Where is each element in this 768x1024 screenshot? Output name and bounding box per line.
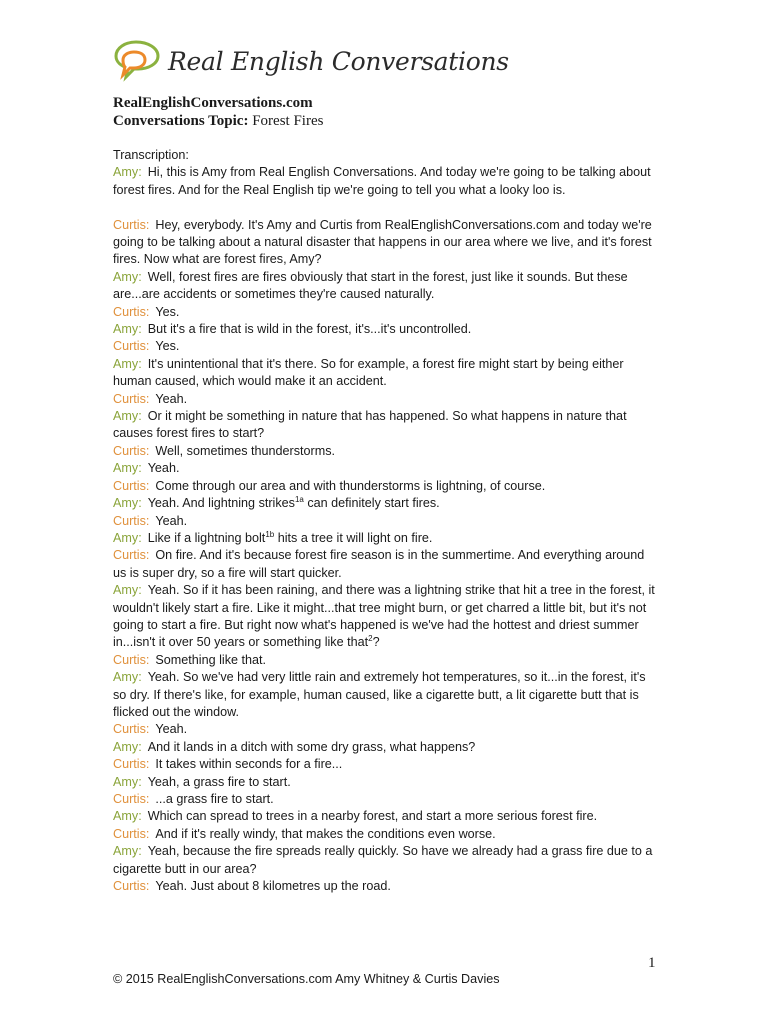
speaker-label: Amy: — [113, 356, 142, 371]
utterance-text: Yeah. — [155, 513, 188, 528]
utterance-text: Well, forest fires are fires obviously that start in the forest, just like it sounds. But these are...are accidents or sometimes they're caused naturally. — [113, 269, 628, 302]
transcript-line — [113, 721, 658, 738]
transcript-line — [113, 443, 658, 460]
speaker-label: Curtis: — [113, 339, 150, 354]
speaker-label: Amy: — [113, 496, 142, 511]
transcript-line — [113, 774, 658, 791]
transcript-line — [113, 495, 658, 512]
footnote-marker: 2 — [368, 634, 373, 644]
speaker-label: Amy: — [113, 774, 142, 789]
utterance-text: Yeah. And lightning strikes — [147, 496, 295, 511]
speaker-label: Curtis: — [113, 879, 150, 894]
transcript-line — [113, 304, 658, 321]
transcript-line — [113, 808, 658, 825]
speaker-label: Amy: — [113, 809, 142, 824]
topic-value: Forest Fires — [248, 113, 324, 129]
speaker-label: Amy: — [113, 322, 142, 337]
document-header — [113, 94, 673, 130]
transcript-line — [113, 739, 658, 756]
speaker-label: Amy: — [113, 461, 142, 476]
speaker-label: Curtis: — [113, 478, 150, 493]
transcript-line — [113, 756, 658, 773]
transcript-line — [113, 513, 658, 530]
transcript-line — [113, 408, 658, 443]
speaker-label: Amy: — [113, 583, 142, 598]
utterance-text: Something like that. — [155, 652, 266, 667]
speaker-label: Curtis: — [113, 757, 150, 772]
speaker-label: Curtis: — [113, 792, 150, 807]
transcript-line — [113, 356, 658, 391]
utterance-text-continued: hits a tree it will light on fire. — [274, 530, 433, 545]
utterance-text: On fire. And it's because forest fire season is in the summertime. And everything around us is super dry, so a fire will start quicker. — [113, 548, 645, 580]
transcript-line — [113, 338, 658, 355]
utterance-text: Yeah. — [155, 722, 188, 737]
utterance-text: And it lands in a ditch with some dry grass, what happens? — [147, 739, 476, 754]
speaker-label: Curtis: — [113, 217, 150, 232]
transcript-line — [113, 460, 658, 477]
speaker-label: Amy: — [113, 739, 142, 754]
utterance-text: Yes. — [155, 304, 180, 319]
speaker-label: Curtis: — [113, 391, 150, 406]
utterance-text: Well, sometimes thunderstorms. — [155, 443, 336, 458]
speaker-label: Amy: — [113, 409, 142, 424]
transcript-line — [113, 843, 658, 878]
topic-line — [113, 112, 673, 130]
transcript-line — [113, 652, 658, 669]
speaker-label: Amy: — [113, 165, 142, 180]
speaker-label: Curtis: — [113, 722, 150, 737]
speaker-label: Amy: — [113, 269, 142, 284]
speaker-label: Curtis: — [113, 513, 150, 528]
transcript-line — [113, 217, 658, 269]
utterance-text: But it's a fire that is wild in the forest, it's...it's uncontrolled. — [147, 322, 472, 337]
utterance-text: Hi, this is Amy from Real English Conversations. And today we're going to be talking about forest fires. And for the Real English tip we're going to tell you what a looky loo is. — [113, 165, 651, 197]
speaker-label: Curtis: — [113, 652, 150, 667]
transcript-line — [113, 164, 658, 199]
utterance-text-continued: can definitely start fires. — [303, 496, 440, 511]
utterance-text: Yeah. Just about 8 kilometres up the road. — [155, 879, 391, 894]
copyright-footer: © 2015 RealEnglishConversations.com Amy Whitney & Curtis Davies — [113, 972, 500, 986]
transcript-line — [113, 878, 658, 895]
footnote-marker: 1b — [265, 529, 275, 539]
speaker-label: Amy: — [113, 530, 142, 545]
topic-label: Conversations Topic: — [113, 113, 249, 129]
utterance-text: Yeah, a grass fire to start. — [147, 774, 291, 789]
utterance-text: Yes. — [155, 339, 180, 354]
transcript-line — [113, 478, 658, 495]
site-logo — [114, 38, 509, 84]
utterance-text: Yeah, because the fire spreads really quickly. So have we already had a grass fire due to a cigarette butt in our area? — [113, 844, 653, 876]
utterance-text: Come through our area and with thunderstorms is lightning, of course. — [155, 478, 546, 493]
utterance-text: Or it might be something in nature that has happened. So what happens in nature that causes forest fires to start? — [113, 409, 627, 441]
transcript-line — [113, 826, 658, 843]
footnote-marker: 1a — [294, 494, 304, 504]
utterance-text: It's unintentional that it's there. So for example, a forest fire might start by being either human caused, which would make it an accident. — [113, 356, 624, 389]
speaker-label: Curtis: — [113, 304, 150, 319]
speaker-label: Amy: — [113, 670, 142, 685]
utterance-text: Yeah. So if it has been raining, and there was a lightning strike that hit a tree in the forest, it wouldn't likely start a fire. Like it might...that tree might burn, or get charred a little bit, but it's not going to start a fire. But right now what's happened is we've had the hottest and driest summer in...isn't it over 50 years or something like that — [113, 583, 655, 650]
transcript-line — [113, 269, 658, 304]
speaker-label: Curtis: — [113, 548, 150, 563]
speaker-label: Curtis: — [113, 443, 150, 458]
utterance-text-continued: ? — [372, 635, 380, 650]
transcript-title: Transcription: — [113, 148, 189, 162]
transcript-line — [113, 391, 658, 408]
transcript-lines — [113, 164, 658, 895]
utterance-text: Yeah. So we've had very little rain and extremely hot temperatures, so it...in the forest, it's so dry. If there's like, for example, human caused, like a cigarette butt, a lit cigarette butt that is flicked out the window. — [113, 670, 646, 719]
utterance-text: Hey, everybody. It's Amy and Curtis from RealEnglishConversations.com and today we're going to be talking about a natural disaster that happens in our area where we live, and it's forest fires. Now what are forest fires, Amy? — [113, 217, 652, 267]
transcript-line — [113, 530, 658, 547]
utterance-text: ...a grass fire to start. — [155, 792, 274, 807]
speaker-label: Amy: — [113, 844, 142, 859]
speech-bubbles-icon — [114, 38, 170, 84]
transcript-line — [113, 321, 658, 338]
utterance-text: It takes within seconds for a fire... — [155, 757, 343, 772]
utterance-text: And if it's really windy, that makes the conditions even worse. — [155, 826, 496, 841]
transcript-line — [113, 582, 658, 652]
transcript — [113, 147, 658, 895]
site-name: RealEnglishConversations.com — [113, 95, 313, 111]
transcript-line — [113, 547, 658, 582]
page-number: 1 — [648, 955, 656, 971]
utterance-text: Like if a lightning bolt — [147, 530, 266, 545]
utterance-text: Yeah. — [155, 391, 188, 406]
logo-text: Real English Conversations — [168, 46, 509, 76]
speaker-label: Curtis: — [113, 826, 150, 841]
utterance-text: Yeah. — [147, 461, 180, 476]
transcript-line — [113, 669, 658, 721]
transcript-line — [113, 791, 658, 808]
utterance-text: Which can spread to trees in a nearby forest, and start a more serious forest fire. — [147, 809, 598, 824]
